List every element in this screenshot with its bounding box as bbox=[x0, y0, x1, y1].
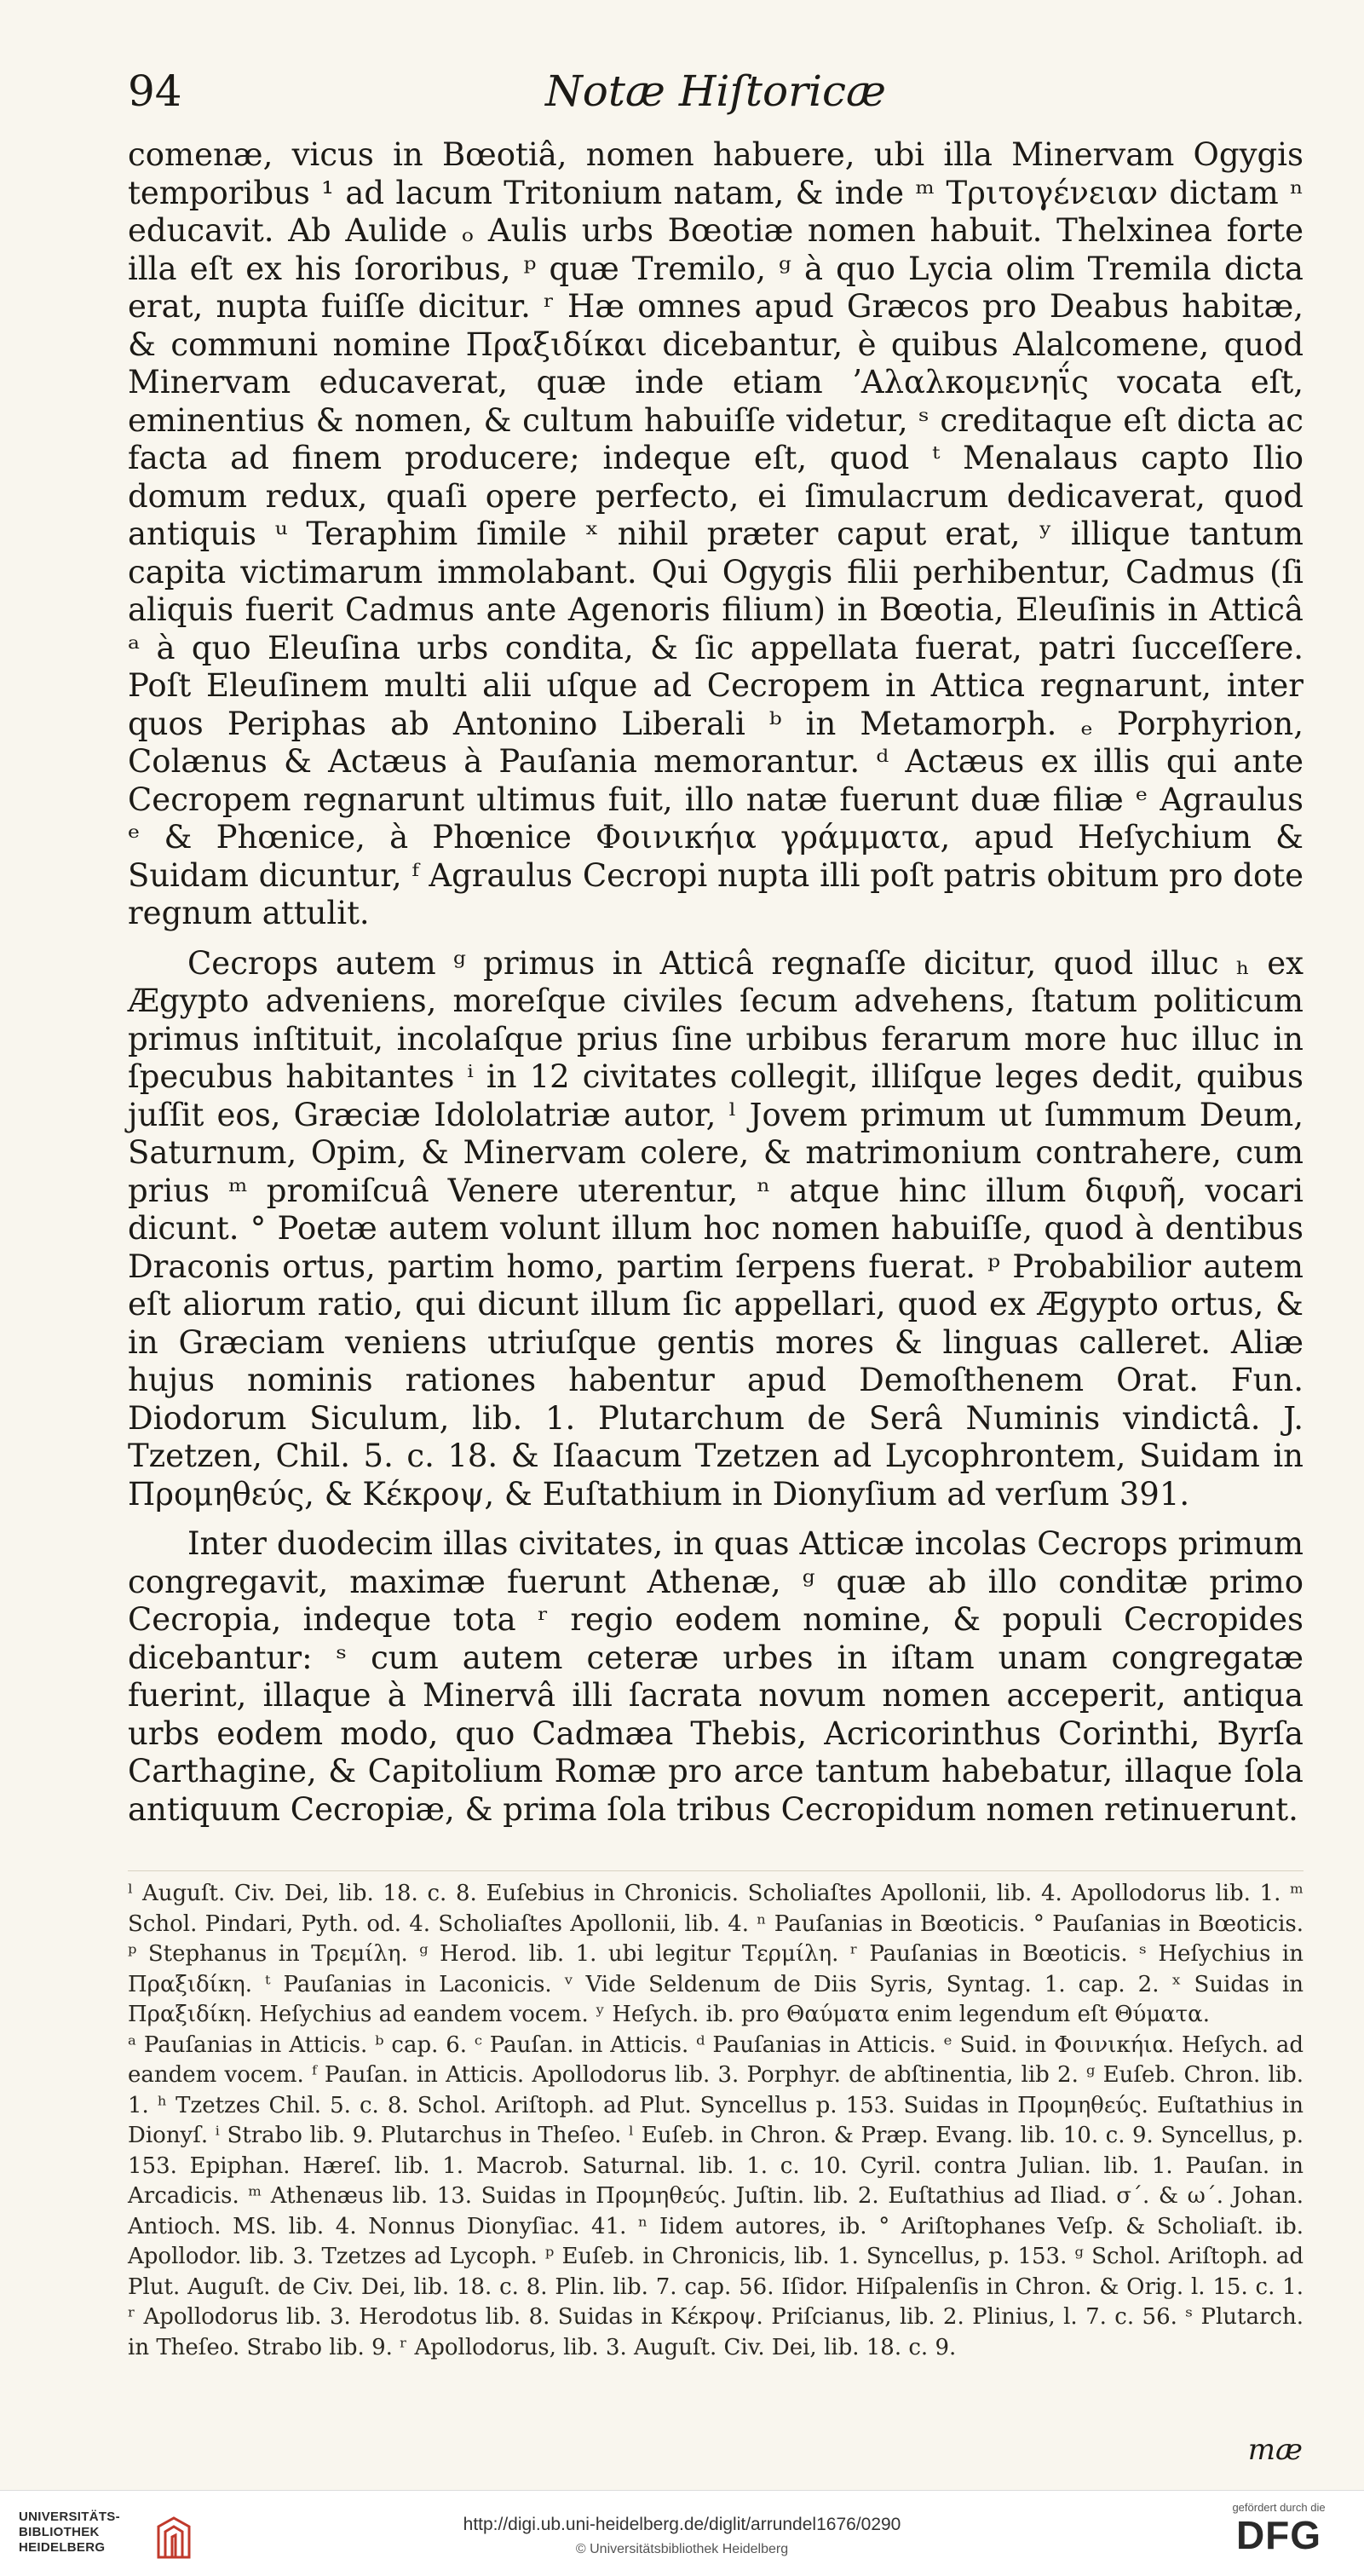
footnote-block-1: ˡ Auguſt. Civ. Dei, lib. 18. c. 8. Euſebius in Chronicis. Scholiaſtes Apollonii, lib. 4. Apollodorus lib. 1. ᵐ Schol. Pindari, Pyth. od. 4. Scholiaſtes Apollonii, lib. 4. ⁿ Pauſanias in Bœoticis. ° Pauſanias in Bœoticis. ᵖ Stephanus in Τρεμίλη. ᵍ Herod. lib. 1. ubi legitur Τερμίλη. ʳ Pauſanias in Bœoticis. ˢ Heſychius in Πραξιδίκη. ᵗ Pauſanias in Laconicis. ᵛ Vide Seldenum de Diis Syris, Syntag. 1. cap. 2. ˣ Suidas in Πραξιδίκη. Heſychius ad eandem vocem. ʸ Heſych. ib. pro Θαύματα enim legendum eſt Θύματα. bbox=[128, 1881, 1304, 2027]
logo-line-3: HEIDELBERG bbox=[19, 2540, 106, 2555]
footnote-divider bbox=[128, 1870, 1304, 1871]
funded-by-text: gefördert durch die bbox=[1232, 2501, 1326, 2514]
paragraph-3: Inter duodecim illas civitates, in quas Atticæ incolas Cecrops primum congregavit, maximæ fuerunt Athenæ, ᵍ quæ ab illo conditæ primo Cecropia, indeque tota ʳ regio eodem nomine, & populi Cecropides dicebantur: ˢ cum autem ceteræ urbes in iſtam unam congregatæ fuerint, illaque à Minervâ illi ſacrata novum nomen acceperit, antiqua urbs eodem modo, quo Cadmæa Thebis, Acricorinthus Corinthi, Byrſa Carthagine, & Capitolium Romæ pro arce tantum habebatur, illaque ſola antiquum Cecropiæ, & prima ſola tribus Cecropidum nomen retinuerunt. bbox=[128, 1525, 1304, 1828]
viewer-footer bbox=[0, 2490, 1364, 2576]
main-text bbox=[128, 136, 1304, 1841]
logo-line-2: BIBLIOTHEK bbox=[19, 2525, 100, 2539]
dfg-logo-text: DFG bbox=[1235, 2513, 1322, 2557]
footnotes bbox=[128, 1879, 1304, 2363]
permalink-url[interactable]: http://digi.ub.uni-heidelberg.de/diglit/arrundel1676/0290 bbox=[463, 2515, 901, 2534]
running-title: Notæ Hiſtoricæ bbox=[544, 66, 887, 116]
dfg-funding-logo[interactable] bbox=[1219, 2501, 1338, 2569]
page-header bbox=[128, 66, 1304, 135]
catchword: mæ bbox=[1247, 2433, 1303, 2467]
copyright-notice: © Universitätsbibliothek Heidelberg bbox=[575, 2542, 789, 2556]
paragraph-2: Cecrops autem ᵍ primus in Atticâ regnaſſe dicitur, quod illuc ₕ ex Ægypto adveniens, moreſque civiles ſecum advehens, ſtatum politicum primus inſtituit, incolaſque prius ſine urbibus ferarum more huc illuc in ſpecubus habitantes ⁱ in 12 civitates collegit, illiſque leges dedit, quibus juſſit eos, Græciæ Idololatriæ autor, ˡ Jovem primum ut ſummum Deum, Saturnum, Opim, & Minervam colere, & matrimonium contrahere, cum prius ᵐ promiſcuâ Venere uterentur, ⁿ atque hinc illum διφυῆ, vocari dicunt. ° Poetæ autem volunt illum hoc nomen habuiſſe, quod à dentibus Draconis ortus, partim homo, partim ſerpens fuerat. ᵖ Probabilior autem eſt aliorum ratio, qui dicunt illum ſic appellari, quod ex Ægypto ortus, & in Græciam veniens utriuſque gentis mores & linguas calleret. Aliæ hujus nominis rationes habentur apud Demoſthenem Orat. Fun. Diodorum Siculum, lib. 1. Plutarchum de Serâ Numinis vindictâ. J. Tzetzen, Chil. 5. c. 18. & Iſaacum Tzetzen ad Lycophrontem, Suidam in Προμηθεύς, & Κέκροψ, & Euſtathium in Dionyſium ad verſum 391. bbox=[128, 944, 1304, 1513]
logo-line-1: UNIVERSITÄTS- bbox=[19, 2510, 120, 2524]
paragraph-1: comenæ, vicus in Bœotiâ, nomen habuere, ubi illa Minervam Ogygis temporibus ¹ ad lacum Tritonium natam, & inde ᵐ Τριτογένειαν dictam ⁿ educavit. Ab Aulide ₒ Aulis urbs Bœotiæ nomen habuit. Thelxinea forte illa eſt ex his ſororibus, ᵖ quæ Tremilo, ᵍ à quo Lycia olim Tremila dicta erat, nupta fuiſſe dicitur. ʳ Hæ omnes apud Græcos pro Deabus habitæ, & communi nomine Πραξιδίκαι dicebantur, è quibus Alalcomene, quod Minervam educaverat, quæ inde etiam ʼΑλαλκομενηΐς vocata eſt, eminentius & nomen, & cultum habuiſſe videtur, ˢ creditaque eſt dicta ac facta ad finem producere; indeque eſt, quod ᵗ Menalaus capto Ilio domum redux, quaſi opere perfecto, ei ſimulacrum dedicaverat, quod antiquis ᵘ Teraphim ſimile ˣ nihil præter caput erat, ʸ illique tantum capita victimarum immolabant. Qui Ogygis filii perhibentur, Cadmus (ſi aliquis fuerit Cadmus ante Agenoris filium) in Bœotia, Eleuſinis in Atticâ ᵃ à quo Eleuſina urbs condita, & ſic appellata fuerat, patri ſucceſſere. Poſt Eleuſinem multi alii uſque ad Cecropem in Attica regnarunt, inter quos Periphas ab Antonino Liberali ᵇ in Metamorph. ₑ Porphyrion, Colænus & Actæus à Pauſania memorantur. ᵈ Actæus ex illis qui ante Cecropem regnarunt ultimus fuit, illo natæ fuerunt duæ filiæ ᵉ Agraulus ᵉ & Phœnice, à Phœnice Φοινικήια γράμματα, apud Heſychium & Suidam dicuntur, ᶠ Agraulus Cecropi nupta illi poſt patris obitum pro dote regnum attulit. bbox=[128, 136, 1304, 931]
footnote-block-2: ᵃ Pauſanias in Atticis. ᵇ cap. 6. ᶜ Pauſan. in Atticis. ᵈ Pauſanias in Atticis. ᵉ Suid. in Φοινικήια. Heſych. ad eandem vocem. ᶠ Pauſan. in Atticis. Apollodorus lib. 3. Porphyr. de abſtinentia, lib 2. ᵍ Euſeb. Chron. lib. 1. ʰ Tzetzes Chil. 5. c. 8. Schol. Ariſtoph. ad Plut. Syncellus p. 153. Suidas in Προμηθεύς. Euſtathius in Dionyſ. ⁱ Strabo lib. 9. Plutarchus in Theſeo. ˡ Euſeb. in Chron. & Præp. Evang. lib. 10. c. 9. Syncellus, p. 153. Epiphan. Hæreſ. lib. 1. Macrob. Saturnal. lib. 1. c. 10. Cyril. contra Julian. lib. 1. Pauſan. in Arcadicis. ᵐ Athenæus lib. 13. Suidas in Προμηθεύς. Juſtin. lib. 2. Euſtathius ad Iliad. σ´. & ω´. Johan. Antioch. MS. lib. 4. Nonnus Dionyſiac. 41. ⁿ Iidem autores, ib. ° Ariſtophanes Veſp. & Scholiaſt. ib. Apollodor. lib. 3. Tzetzes ad Lycoph. ᵖ Euſeb. in Chronicis, lib. 1. Syncellus, p. 153. ᵍ Schol. Ariſtoph. ad Plut. Auguſt. de Civ. Dei, lib. 18. c. 8. Plin. lib. 7. cap. 56. Iſidor. Hiſpalenſis in Chron. & Orig. l. 15. c. 1. ʳ Apollodorus lib. 3. Herodotus lib. 8. Suidas in Κέκροψ. Priſcianus, lib. 2. Plinius, l. 7. c. 56. ˢ Plutarch. in Theſeo. Strabo lib. 9. ʳ Apollodorus, lib. 3. Auguſt. Civ. Dei, lib. 18. c. 9. bbox=[128, 2031, 1304, 2360]
page-number: 94 bbox=[128, 66, 182, 116]
